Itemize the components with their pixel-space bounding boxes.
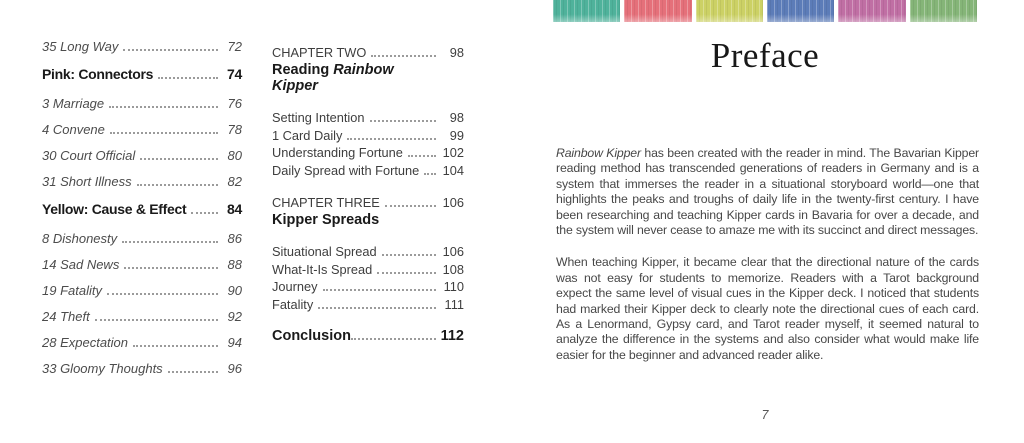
toc-entry-label: Daily Spread with Fortune [272, 162, 420, 178]
toc-entry-label: 30 Court Official [42, 148, 136, 163]
toc-row-entry [42, 123, 242, 137]
dot-leader [370, 120, 437, 122]
toc-page-number: 111 [444, 296, 464, 312]
toc-page-number: 92 [227, 309, 242, 324]
toc-page-number: 102 [442, 145, 464, 161]
color-strip-segment [624, 0, 691, 22]
dot-leader [424, 173, 436, 175]
toc-entry-label: Setting Intention [272, 110, 365, 126]
toc-row-entry [272, 261, 464, 278]
dot-leader [110, 132, 218, 134]
chapter-title-part: Reading [272, 62, 334, 79]
toc-group-conclusion [272, 328, 464, 345]
toc-page-number: 76 [227, 96, 242, 111]
toc-column-1 [42, 40, 242, 388]
toc-page-number: 104 [442, 162, 464, 178]
dot-leader [137, 184, 218, 186]
toc-entry-label: 1 Card Daily [272, 127, 343, 143]
dot-leader [385, 205, 436, 207]
dot-leader [123, 49, 218, 51]
color-strip-segment [910, 0, 977, 22]
toc-page-number: 106 [442, 195, 464, 211]
toc-row-entry [272, 144, 464, 161]
toc-row-entry [42, 284, 242, 298]
toc-row-entry [42, 232, 242, 246]
preface-body [556, 146, 979, 380]
preface-paragraph: Rainbow Kipper has been created with the reader in mind. The Bavarian Kipper reading method has transcended generations of readers in Germany and is a system that immerses the reader in a situational storyboard world—one that highlights the peaks and troughs of daily life in the twenty-first century. I have been researching and teaching Kipper cards in Bavaria for over a decade, and the system will never cease to amaze me with its succinct and direct messages. [556, 146, 979, 238]
toc-row-conclusion [272, 328, 464, 345]
chapter-title [272, 62, 424, 94]
dot-leader [323, 289, 436, 291]
color-strip-segment [696, 0, 763, 22]
toc-page-number: 84 [227, 201, 242, 217]
toc-entry-label: 24 Theft [42, 309, 90, 324]
toc-entry-label: Situational Spread [272, 244, 377, 260]
toc-page-number: 99 [449, 127, 464, 143]
toc-group-chapter [272, 194, 464, 228]
toc-entry-label: Understanding Fortune [272, 145, 403, 161]
toc-page-number: 80 [227, 148, 242, 163]
toc-row-section [42, 201, 242, 218]
toc-row-entry [272, 127, 464, 144]
toc-entry-label: 14 Sad News [42, 257, 120, 272]
color-strip [553, 0, 977, 22]
toc-page-number: 78 [227, 122, 242, 137]
toc-entry-label: 31 Short Illness [42, 174, 132, 189]
dot-leader [124, 267, 218, 269]
toc-row-entry [272, 296, 464, 313]
toc-row-chapter [272, 44, 464, 61]
toc-page-number: 94 [227, 335, 242, 350]
dot-leader [371, 55, 436, 57]
toc-row-chapter [272, 194, 464, 211]
chapter-title [272, 212, 424, 228]
toc-page-number: 88 [227, 257, 242, 272]
toc-page-number: 90 [227, 283, 242, 298]
toc-entry-label: 8 Dishonesty [42, 231, 118, 246]
toc-page-number: 98 [449, 110, 464, 126]
toc-entry-label: 4 Convene [42, 122, 105, 137]
toc-page-number: 96 [227, 361, 242, 376]
dot-leader [191, 212, 218, 214]
dot-leader [377, 272, 436, 274]
color-strip-segment [838, 0, 905, 22]
dot-leader [158, 77, 218, 79]
toc-entry-label: 33 Gloomy Thoughts [42, 361, 163, 376]
color-strip-segment [553, 0, 620, 22]
toc-row-entry [272, 162, 464, 179]
toc-row-entry [272, 278, 464, 295]
toc-row-section [42, 66, 242, 83]
dot-leader [107, 293, 218, 295]
toc-entry-label: Journey [272, 279, 318, 295]
toc-entry-label: 19 Fatality [42, 283, 102, 298]
toc-column-2 [272, 44, 464, 360]
toc-entry-label: Conclusion [272, 328, 351, 345]
toc-row-entry [42, 97, 242, 111]
toc-row-entry [42, 149, 242, 163]
toc-row-entry [42, 258, 242, 272]
toc-page-number: 82 [227, 174, 242, 189]
toc-entry-label: What-It-Is Spread [272, 261, 373, 277]
dot-leader [168, 371, 218, 373]
dot-leader [351, 338, 436, 340]
toc-page-number: 98 [449, 45, 464, 60]
dot-leader [318, 307, 436, 309]
toc-entry-label: 28 Expectation [42, 335, 129, 350]
toc-entry-label: 3 Marriage [42, 96, 105, 111]
toc-entry-label: CHAPTER TWO [272, 45, 367, 60]
toc-row-entry [272, 243, 464, 260]
toc-group-entries [272, 243, 464, 313]
color-strip-segment [767, 0, 834, 22]
toc-entry-label: Yellow: Cause & Effect [42, 201, 187, 217]
toc-page-number: 108 [442, 261, 464, 277]
toc-group-entries [272, 109, 464, 179]
toc-page-number: 74 [227, 66, 242, 82]
toc-row-entry [42, 310, 242, 324]
toc-entry-label: Pink: Connectors [42, 66, 154, 82]
page-title: Preface [710, 36, 820, 75]
page-number: 7 [761, 408, 769, 422]
toc-row-entry [42, 336, 242, 350]
dot-leader [408, 155, 436, 157]
toc-entry-label: Fatality [272, 296, 314, 312]
toc-group-chapter [272, 44, 464, 94]
dot-leader [347, 138, 436, 140]
toc-entry-label: 35 Long Way [42, 39, 119, 54]
dot-leader [109, 106, 218, 108]
toc-page-number: 72 [227, 39, 242, 54]
chapter-title-part: Kipper Spreads [272, 212, 380, 229]
toc-entry-label: CHAPTER THREE [272, 195, 380, 211]
toc-page-number: 86 [227, 231, 242, 246]
dot-leader [133, 345, 218, 347]
paragraph-lead-italic: Rainbow Kipper [556, 146, 641, 160]
toc-row-entry [42, 175, 242, 189]
dot-leader [382, 254, 436, 256]
preface-paragraph: When teaching Kipper, it became clear that the directional nature of the cards was not easy for students to memorize. Readers with a Tarot background expect the same level of visual cues in the Kipper deck. I noticed that students had marked their Kipper deck to clearly note the directional cues of each card. As a Lenormand, Gypsy card, and Tarot reader myself, it seemed natural to analyze the difference in the systems and also consider what would make life easier for the beginner and advanced reader alike. [556, 255, 979, 362]
toc-row-entry [272, 109, 464, 126]
dot-leader [122, 241, 218, 243]
chapter-title-part: Rainbow Kipper [272, 62, 394, 95]
dot-leader [140, 158, 218, 160]
dot-leader [95, 319, 218, 321]
toc-page-number: 106 [442, 244, 464, 260]
toc-page-number: 110 [443, 279, 464, 295]
toc-page-number: 112 [440, 328, 464, 345]
toc-row-entry [42, 40, 242, 54]
toc-row-entry [42, 362, 242, 376]
